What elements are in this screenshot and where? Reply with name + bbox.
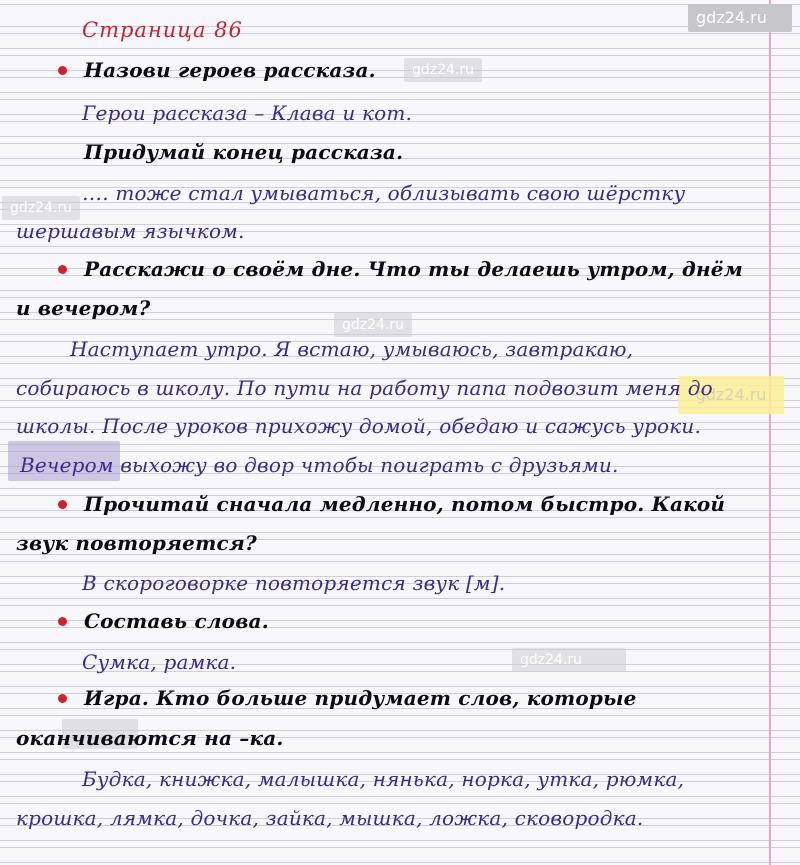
question: звук повторяется? <box>16 531 257 555</box>
answer-line: Наступает утро. Я встаю, умываюсь, завтракаю, <box>70 337 634 361</box>
watermark: gdz24.ru <box>678 376 784 414</box>
question: Игра. Кто больше придумает слов, которые <box>84 686 637 710</box>
answer-line: Вечером выхожу во двор чтобы поиграть с друзьями. <box>20 453 619 477</box>
question: Назови героев рассказа. <box>84 58 376 82</box>
question: оканчиваются на –ка. <box>16 726 284 750</box>
watermark: gdz24.ru <box>688 4 792 32</box>
watermark: gdz24.ru <box>512 648 626 672</box>
answer-line: Будка, книжка, малышка, нянька, норка, утка, рюмка, <box>82 767 685 791</box>
question: и вечером? <box>16 296 151 320</box>
answer-line: крошка, лямка, дочка, зайка, мышка, ложка, сковородка. <box>16 806 644 830</box>
question: Придумай конец рассказа. <box>84 140 404 164</box>
answer-line: …. тоже стал умываться, облизывать свою шёрстку <box>82 181 686 205</box>
margin-line <box>769 0 771 865</box>
question: Прочитай сначала медленно, потом быстро. Какой <box>84 492 726 516</box>
question: Расскажи о своём дне. Что ты делаешь утром, днём <box>84 257 743 281</box>
answer-line: шершавым язычком. <box>16 219 245 243</box>
answer-line: собираюсь в школу. По пути на работу папа подвозит меня до <box>16 376 713 400</box>
answer-line: В скороговорке повторяется звук [м]. <box>82 571 506 595</box>
page-label: Страница 86 <box>82 18 243 42</box>
bullet-icon <box>58 500 67 509</box>
watermark: gdz24.ru <box>404 58 482 82</box>
answer-line: Сумка, рамка. <box>82 650 237 674</box>
bullet-icon <box>58 617 67 626</box>
question: Составь слова. <box>84 609 269 633</box>
watermark: gdz24.ru <box>2 196 80 220</box>
watermark: gdz24.ru <box>334 313 412 337</box>
bullet-icon <box>58 694 67 703</box>
answer-line: школы. После уроков прихожу домой, обедаю и сажусь уроки. <box>16 414 702 438</box>
bullet-icon <box>58 265 67 274</box>
bullet-icon <box>58 66 67 75</box>
answer-line: Герои рассказа – Клава и кот. <box>82 101 413 125</box>
